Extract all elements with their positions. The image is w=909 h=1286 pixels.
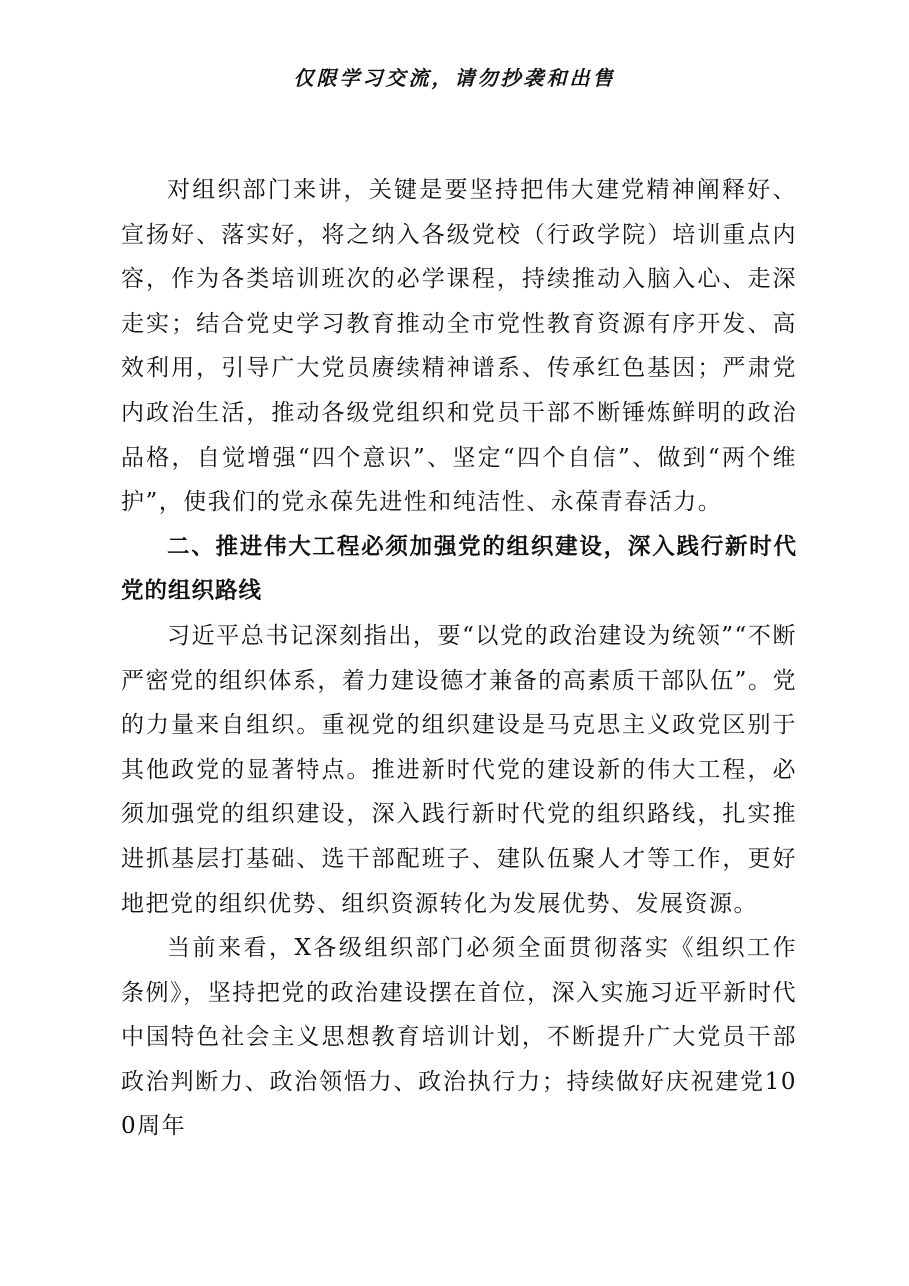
- watermark-header: 仅限学习交流，请勿抄袭和出售: [293, 66, 616, 90]
- section-heading-2: 二、推进伟大工程必须加强党的组织建设，深入践行新时代党的组织路线: [121, 533, 797, 605]
- paragraph-1: 对组织部门来讲，关键是要坚持把伟大建党精神阐释好、宣扬好、落实好，将之纳入各级党校（行政学院）培训重点内容，作为各类培训班次的必学课程，持续推动入脑入心、走深走实；结合党史学习教育推动全市党性教育资源有序开发、高效利用，引导广大党员赓续精神谱系、传承红色基因；严肃党内政治生活，推动各级党组织和党员干部不断锤炼鲜明的政治品格，自觉增强“四个意识”、坚定“四个自信”、做到“两个维护”，使我们的党永葆先进性和纯洁性、永葆青春活力。: [121, 177, 797, 516]
- paragraph-3: 当前来看，X各级组织部门必须全面贯彻落实《组织工作条例》，坚持把党的政治建设摆在首位，深入实施习近平新时代中国特色社会主义思想教育培训计划，不断提升广大党员干部政治判断力、政治领悟力、政治执行力；持续做好庆祝建党100周年: [121, 935, 797, 1140]
- paragraph-2: 习近平总书记深刻指出，要“以党的政治建设为统领”“不断严密党的组织体系，着力建设德才兼备的高素质干部队伍”。党的力量来自组织。重视党的组织建设是马克思主义政党区别于其他政党的显著特点。推进新时代党的建设新的伟大工程，必须加强党的组织建设，深入践行新时代党的组织路线，扎实推进抓基层打基础、选干部配班子、建队伍聚人才等工作，更好地把党的组织优势、组织资源转化为发展优势、发展资源。: [121, 622, 797, 917]
- document-body: [121, 168, 797, 1149]
